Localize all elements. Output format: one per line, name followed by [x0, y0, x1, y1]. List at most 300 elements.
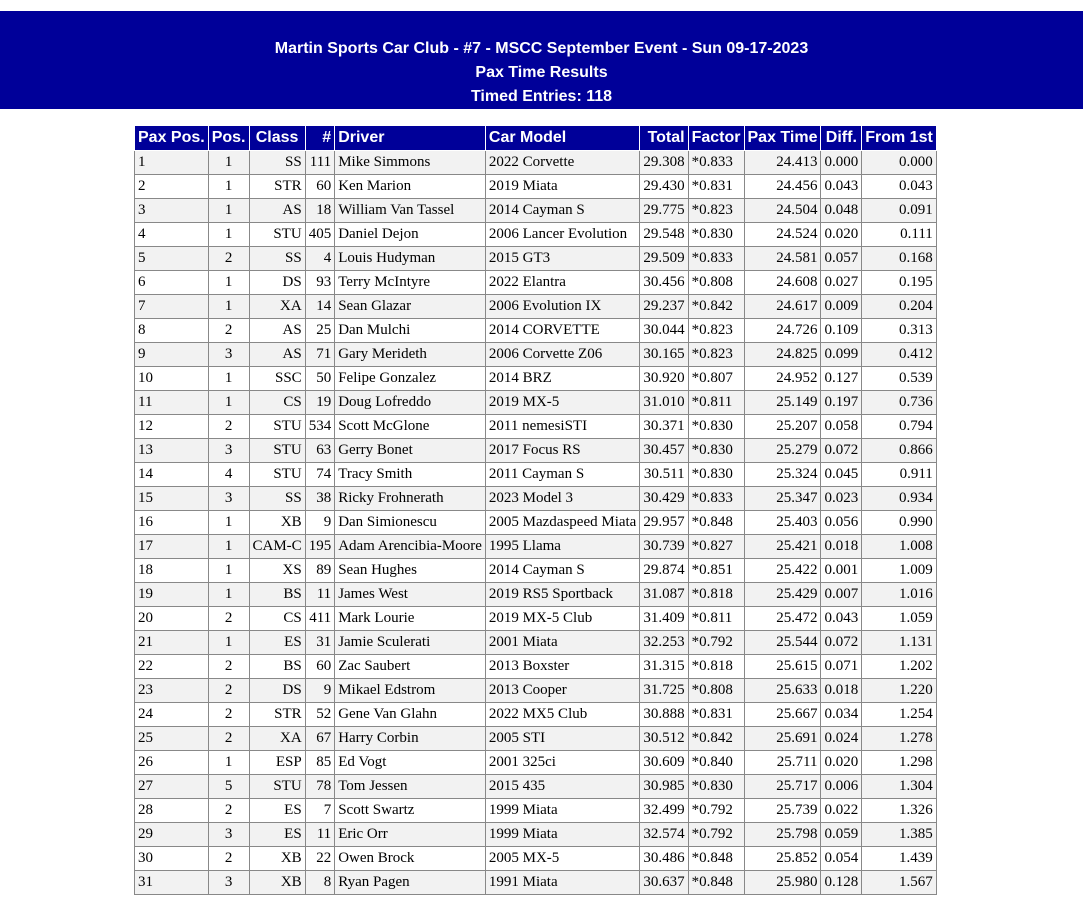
number-cell: 31 [305, 631, 335, 655]
class-cell: XA [249, 295, 305, 319]
pax-time-cell: 25.347 [744, 487, 821, 511]
class-cell: STR [249, 703, 305, 727]
from-first-cell: 0.000 [862, 151, 937, 175]
factor-cell: *0.848 [688, 871, 744, 895]
pax-pos-cell: 31 [135, 871, 209, 895]
class-cell: STU [249, 463, 305, 487]
pax-pos-cell: 4 [135, 223, 209, 247]
car-model-cell: 2005 Mazdaspeed Miata [485, 511, 639, 535]
driver-cell: Dan Mulchi [335, 319, 486, 343]
car-model-cell: 2022 Corvette [485, 151, 639, 175]
car-model-cell: 2001 325ci [485, 751, 639, 775]
number-cell: 52 [305, 703, 335, 727]
pax-pos-cell: 22 [135, 655, 209, 679]
number-cell: 411 [305, 607, 335, 631]
factor-cell: *0.848 [688, 847, 744, 871]
number-cell: 14 [305, 295, 335, 319]
total-cell: 30.457 [640, 439, 688, 463]
class-cell: XB [249, 511, 305, 535]
driver-cell: Eric Orr [335, 823, 486, 847]
driver-cell: Owen Brock [335, 847, 486, 871]
pos-cell: 2 [208, 655, 249, 679]
class-cell: ES [249, 823, 305, 847]
number-cell: 9 [305, 679, 335, 703]
diff-cell: 0.099 [821, 343, 862, 367]
diff-cell: 0.059 [821, 823, 862, 847]
number-cell: 22 [305, 847, 335, 871]
table-row [135, 535, 937, 559]
diff-cell: 0.054 [821, 847, 862, 871]
number-cell: 195 [305, 535, 335, 559]
class-cell: AS [249, 199, 305, 223]
pos-cell: 4 [208, 463, 249, 487]
table-row [135, 871, 937, 895]
factor-cell: *0.827 [688, 535, 744, 559]
pax-pos-cell: 14 [135, 463, 209, 487]
col-factor: Factor [688, 126, 744, 151]
pos-cell: 1 [208, 223, 249, 247]
car-model-cell: 1991 Miata [485, 871, 639, 895]
from-first-cell: 0.539 [862, 367, 937, 391]
car-model-cell: 2019 RS5 Sportback [485, 583, 639, 607]
class-cell: STU [249, 439, 305, 463]
class-cell: STU [249, 775, 305, 799]
driver-cell: Tom Jessen [335, 775, 486, 799]
number-cell: 11 [305, 583, 335, 607]
class-cell: STR [249, 175, 305, 199]
pax-time-cell: 25.422 [744, 559, 821, 583]
driver-cell: William Van Tassel [335, 199, 486, 223]
class-cell: STU [249, 223, 305, 247]
car-model-cell: 2006 Lancer Evolution [485, 223, 639, 247]
driver-cell: Gary Merideth [335, 343, 486, 367]
pax-pos-cell: 25 [135, 727, 209, 751]
pos-cell: 1 [208, 151, 249, 175]
from-first-cell: 1.220 [862, 679, 937, 703]
total-cell: 30.371 [640, 415, 688, 439]
factor-cell: *0.818 [688, 655, 744, 679]
total-cell: 30.512 [640, 727, 688, 751]
total-cell: 30.888 [640, 703, 688, 727]
diff-cell: 0.018 [821, 535, 862, 559]
pos-cell: 1 [208, 631, 249, 655]
pos-cell: 2 [208, 799, 249, 823]
pax-time-cell: 24.504 [744, 199, 821, 223]
driver-cell: Adam Arencibia-Moore [335, 535, 486, 559]
car-model-cell: 2023 Model 3 [485, 487, 639, 511]
car-model-cell: 2022 Elantra [485, 271, 639, 295]
diff-cell: 0.020 [821, 223, 862, 247]
total-cell: 31.315 [640, 655, 688, 679]
pax-time-cell: 25.207 [744, 415, 821, 439]
diff-cell: 0.007 [821, 583, 862, 607]
car-model-cell: 2013 Boxster [485, 655, 639, 679]
driver-cell: Ed Vogt [335, 751, 486, 775]
class-cell: XA [249, 727, 305, 751]
pos-cell: 3 [208, 343, 249, 367]
pax-pos-cell: 28 [135, 799, 209, 823]
driver-cell: Scott Swartz [335, 799, 486, 823]
car-model-cell: 2017 Focus RS [485, 439, 639, 463]
number-cell: 67 [305, 727, 335, 751]
car-model-cell: 2013 Cooper [485, 679, 639, 703]
pax-time-cell: 24.952 [744, 367, 821, 391]
diff-cell: 0.023 [821, 487, 862, 511]
table-header-row [135, 126, 937, 151]
from-first-cell: 0.934 [862, 487, 937, 511]
pax-pos-cell: 8 [135, 319, 209, 343]
driver-cell: Ken Marion [335, 175, 486, 199]
driver-cell: Gerry Bonet [335, 439, 486, 463]
factor-cell: *0.851 [688, 559, 744, 583]
total-cell: 29.957 [640, 511, 688, 535]
pax-pos-cell: 6 [135, 271, 209, 295]
from-first-cell: 1.202 [862, 655, 937, 679]
factor-cell: *0.833 [688, 487, 744, 511]
pax-time-cell: 25.324 [744, 463, 821, 487]
pax-pos-cell: 29 [135, 823, 209, 847]
table-row [135, 847, 937, 871]
pax-pos-cell: 15 [135, 487, 209, 511]
driver-cell: Tracy Smith [335, 463, 486, 487]
table-row [135, 823, 937, 847]
pax-pos-cell: 30 [135, 847, 209, 871]
pos-cell: 1 [208, 391, 249, 415]
table-row [135, 463, 937, 487]
pax-time-cell: 25.149 [744, 391, 821, 415]
table-row [135, 511, 937, 535]
driver-cell: Scott McGlone [335, 415, 486, 439]
from-first-cell: 0.043 [862, 175, 937, 199]
pax-pos-cell: 1 [135, 151, 209, 175]
pax-time-cell: 25.429 [744, 583, 821, 607]
from-first-cell: 0.990 [862, 511, 937, 535]
total-cell: 30.739 [640, 535, 688, 559]
total-cell: 30.486 [640, 847, 688, 871]
driver-cell: Ricky Frohnerath [335, 487, 486, 511]
pos-cell: 2 [208, 847, 249, 871]
car-model-cell: 2014 Cayman S [485, 199, 639, 223]
total-cell: 31.087 [640, 583, 688, 607]
pos-cell: 1 [208, 511, 249, 535]
class-cell: SS [249, 151, 305, 175]
pax-time-cell: 25.615 [744, 655, 821, 679]
pax-pos-cell: 21 [135, 631, 209, 655]
timed-entries-count: Timed Entries: 118 [470, 88, 613, 105]
pax-pos-cell: 11 [135, 391, 209, 415]
class-cell: CAM-C [249, 535, 305, 559]
factor-cell: *0.811 [688, 607, 744, 631]
pax-time-cell: 25.798 [744, 823, 821, 847]
class-cell: XB [249, 847, 305, 871]
car-model-cell: 2005 STI [485, 727, 639, 751]
class-cell: SS [249, 247, 305, 271]
total-cell: 30.511 [640, 463, 688, 487]
number-cell: 85 [305, 751, 335, 775]
number-cell: 7 [305, 799, 335, 823]
number-cell: 89 [305, 559, 335, 583]
from-first-cell: 0.412 [862, 343, 937, 367]
col-car-model: Car Model [485, 126, 639, 151]
driver-cell: Gene Van Glahn [335, 703, 486, 727]
from-first-cell: 1.059 [862, 607, 937, 631]
pax-pos-cell: 9 [135, 343, 209, 367]
driver-cell: Jamie Sculerati [335, 631, 486, 655]
number-cell: 534 [305, 415, 335, 439]
factor-cell: *0.792 [688, 631, 744, 655]
total-cell: 29.509 [640, 247, 688, 271]
car-model-cell: 2019 MX-5 [485, 391, 639, 415]
col-number: # [305, 126, 335, 151]
pos-cell: 1 [208, 583, 249, 607]
driver-cell: Zac Saubert [335, 655, 486, 679]
total-cell: 29.874 [640, 559, 688, 583]
total-cell: 32.574 [640, 823, 688, 847]
from-first-cell: 0.204 [862, 295, 937, 319]
pos-cell: 3 [208, 823, 249, 847]
from-first-cell: 0.313 [862, 319, 937, 343]
pos-cell: 1 [208, 295, 249, 319]
results-subtitle: Pax Time Results [475, 64, 608, 81]
from-first-cell: 1.009 [862, 559, 937, 583]
class-cell: BS [249, 583, 305, 607]
pax-pos-cell: 19 [135, 583, 209, 607]
total-cell: 30.609 [640, 751, 688, 775]
number-cell: 405 [305, 223, 335, 247]
col-pos: Pos. [208, 126, 249, 151]
pax-time-cell: 25.711 [744, 751, 821, 775]
diff-cell: 0.043 [821, 175, 862, 199]
factor-cell: *0.833 [688, 151, 744, 175]
pax-time-cell: 24.608 [744, 271, 821, 295]
factor-cell: *0.811 [688, 391, 744, 415]
driver-cell: Felipe Gonzalez [335, 367, 486, 391]
factor-cell: *0.823 [688, 199, 744, 223]
col-total: Total [640, 126, 688, 151]
number-cell: 63 [305, 439, 335, 463]
pax-time-cell: 25.633 [744, 679, 821, 703]
driver-cell: James West [335, 583, 486, 607]
diff-cell: 0.034 [821, 703, 862, 727]
car-model-cell: 2015 GT3 [485, 247, 639, 271]
table-row [135, 391, 937, 415]
from-first-cell: 1.016 [862, 583, 937, 607]
from-first-cell: 0.195 [862, 271, 937, 295]
number-cell: 71 [305, 343, 335, 367]
number-cell: 78 [305, 775, 335, 799]
pos-cell: 1 [208, 559, 249, 583]
table-row [135, 655, 937, 679]
table-row [135, 703, 937, 727]
number-cell: 11 [305, 823, 335, 847]
total-cell: 30.985 [640, 775, 688, 799]
factor-cell: *0.831 [688, 703, 744, 727]
total-cell: 32.499 [640, 799, 688, 823]
pos-cell: 1 [208, 367, 249, 391]
diff-cell: 0.022 [821, 799, 862, 823]
pax-pos-cell: 5 [135, 247, 209, 271]
car-model-cell: 2001 Miata [485, 631, 639, 655]
diff-cell: 0.109 [821, 319, 862, 343]
pax-pos-cell: 17 [135, 535, 209, 559]
pos-cell: 3 [208, 439, 249, 463]
pax-results-table [134, 125, 937, 895]
pos-cell: 1 [208, 751, 249, 775]
car-model-cell: 2011 Cayman S [485, 463, 639, 487]
factor-cell: *0.830 [688, 463, 744, 487]
car-model-cell: 2014 Cayman S [485, 559, 639, 583]
pax-time-cell: 24.617 [744, 295, 821, 319]
from-first-cell: 1.131 [862, 631, 937, 655]
pax-time-cell: 25.717 [744, 775, 821, 799]
driver-cell: Terry McIntyre [335, 271, 486, 295]
table-row [135, 343, 937, 367]
car-model-cell: 2005 MX-5 [485, 847, 639, 871]
diff-cell: 0.027 [821, 271, 862, 295]
driver-cell: Doug Lofreddo [335, 391, 486, 415]
from-first-cell: 1.567 [862, 871, 937, 895]
table-row [135, 367, 937, 391]
factor-cell: *0.792 [688, 799, 744, 823]
number-cell: 19 [305, 391, 335, 415]
pos-cell: 2 [208, 679, 249, 703]
pax-time-cell: 24.726 [744, 319, 821, 343]
pax-pos-cell: 12 [135, 415, 209, 439]
pos-cell: 3 [208, 871, 249, 895]
pax-time-cell: 25.691 [744, 727, 821, 751]
driver-cell: Harry Corbin [335, 727, 486, 751]
total-cell: 30.637 [640, 871, 688, 895]
pax-time-cell: 25.279 [744, 439, 821, 463]
total-cell: 31.725 [640, 679, 688, 703]
pos-cell: 1 [208, 535, 249, 559]
pax-pos-cell: 13 [135, 439, 209, 463]
total-cell: 30.165 [640, 343, 688, 367]
table-row [135, 679, 937, 703]
class-cell: SSC [249, 367, 305, 391]
total-cell: 29.430 [640, 175, 688, 199]
number-cell: 38 [305, 487, 335, 511]
number-cell: 9 [305, 511, 335, 535]
pax-pos-cell: 24 [135, 703, 209, 727]
table-row [135, 151, 937, 175]
table-row [135, 799, 937, 823]
pos-cell: 2 [208, 727, 249, 751]
diff-cell: 0.056 [821, 511, 862, 535]
diff-cell: 0.000 [821, 151, 862, 175]
table-row [135, 583, 937, 607]
from-first-cell: 0.168 [862, 247, 937, 271]
pax-time-cell: 25.980 [744, 871, 821, 895]
pax-pos-cell: 26 [135, 751, 209, 775]
from-first-cell: 1.298 [862, 751, 937, 775]
factor-cell: *0.842 [688, 295, 744, 319]
pax-pos-cell: 3 [135, 199, 209, 223]
driver-cell: Daniel Dejon [335, 223, 486, 247]
from-first-cell: 0.736 [862, 391, 937, 415]
class-cell: XB [249, 871, 305, 895]
car-model-cell: 2006 Evolution IX [485, 295, 639, 319]
from-first-cell: 1.008 [862, 535, 937, 559]
class-cell: STU [249, 415, 305, 439]
from-first-cell: 0.111 [862, 223, 937, 247]
car-model-cell: 2006 Corvette Z06 [485, 343, 639, 367]
factor-cell: *0.840 [688, 751, 744, 775]
factor-cell: *0.833 [688, 247, 744, 271]
car-model-cell: 1995 Llama [485, 535, 639, 559]
car-model-cell: 2011 nemesiSTI [485, 415, 639, 439]
total-cell: 30.044 [640, 319, 688, 343]
pos-cell: 2 [208, 247, 249, 271]
diff-cell: 0.009 [821, 295, 862, 319]
factor-cell: *0.830 [688, 223, 744, 247]
pax-pos-cell: 20 [135, 607, 209, 631]
pax-pos-cell: 23 [135, 679, 209, 703]
class-cell: XS [249, 559, 305, 583]
diff-cell: 0.197 [821, 391, 862, 415]
pos-cell: 2 [208, 607, 249, 631]
total-cell: 29.237 [640, 295, 688, 319]
from-first-cell: 0.911 [862, 463, 937, 487]
factor-cell: *0.823 [688, 319, 744, 343]
table-row [135, 319, 937, 343]
pos-cell: 1 [208, 175, 249, 199]
pax-time-cell: 25.472 [744, 607, 821, 631]
pos-cell: 1 [208, 199, 249, 223]
class-cell: CS [249, 607, 305, 631]
diff-cell: 0.058 [821, 415, 862, 439]
from-first-cell: 1.278 [862, 727, 937, 751]
driver-cell: Dan Simionescu [335, 511, 486, 535]
number-cell: 18 [305, 199, 335, 223]
class-cell: AS [249, 343, 305, 367]
diff-cell: 0.072 [821, 439, 862, 463]
diff-cell: 0.001 [821, 559, 862, 583]
pos-cell: 1 [208, 271, 249, 295]
diff-cell: 0.127 [821, 367, 862, 391]
total-cell: 31.010 [640, 391, 688, 415]
pax-time-cell: 24.456 [744, 175, 821, 199]
col-class: Class [249, 126, 305, 151]
table-row [135, 607, 937, 631]
class-cell: DS [249, 679, 305, 703]
table-row [135, 751, 937, 775]
car-model-cell: 2022 MX5 Club [485, 703, 639, 727]
class-cell: ESP [249, 751, 305, 775]
pax-time-cell: 24.413 [744, 151, 821, 175]
from-first-cell: 1.326 [862, 799, 937, 823]
total-cell: 29.548 [640, 223, 688, 247]
pax-time-cell: 25.544 [744, 631, 821, 655]
factor-cell: *0.792 [688, 823, 744, 847]
number-cell: 8 [305, 871, 335, 895]
diff-cell: 0.072 [821, 631, 862, 655]
driver-cell: Louis Hudyman [335, 247, 486, 271]
number-cell: 74 [305, 463, 335, 487]
diff-cell: 0.043 [821, 607, 862, 631]
diff-cell: 0.024 [821, 727, 862, 751]
from-first-cell: 0.091 [862, 199, 937, 223]
car-model-cell: 1999 Miata [485, 823, 639, 847]
pax-time-cell: 25.667 [744, 703, 821, 727]
number-cell: 111 [305, 151, 335, 175]
class-cell: ES [249, 799, 305, 823]
from-first-cell: 1.304 [862, 775, 937, 799]
diff-cell: 0.128 [821, 871, 862, 895]
pos-cell: 5 [208, 775, 249, 799]
table-row [135, 247, 937, 271]
pax-pos-cell: 10 [135, 367, 209, 391]
